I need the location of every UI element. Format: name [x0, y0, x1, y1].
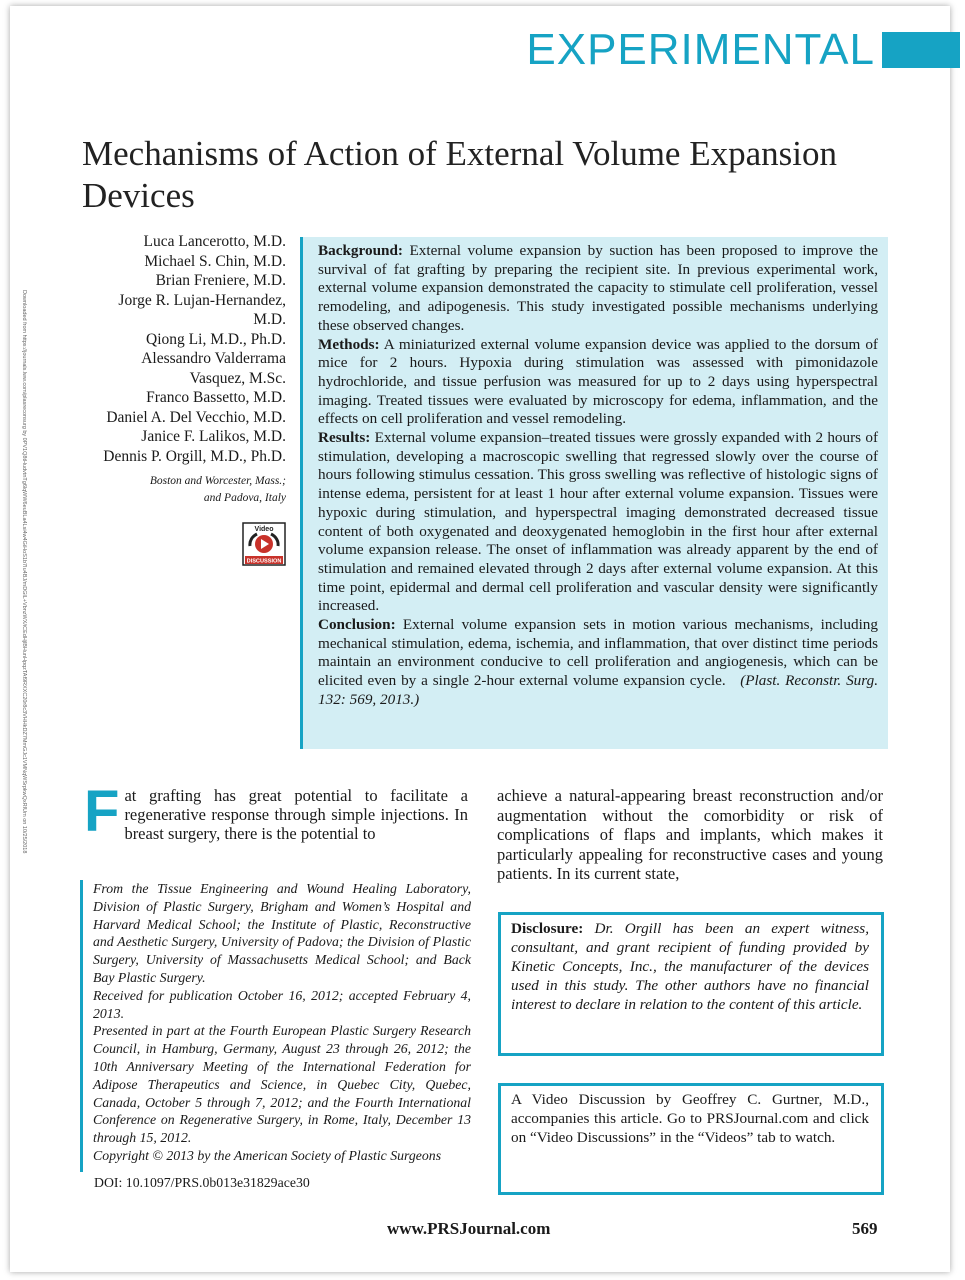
abstract-background	[318, 242, 878, 336]
affiliation-line: Boston and Worcester, Mass.;	[149, 475, 286, 487]
download-watermark	[15, 290, 29, 1030]
author: Daniel A. Del Vecchio, M.D.	[106, 408, 286, 426]
author: Brian Freniere, M.D.	[155, 272, 286, 289]
abstract-label: Background:	[318, 242, 403, 259]
author-affiliation	[70, 473, 286, 507]
disclosure-box	[498, 912, 884, 1056]
page-number: 569	[852, 1219, 878, 1238]
author: Franco Bassetto, M.D.	[146, 389, 286, 406]
video-discussion-text: A Video Discussion by Geoffrey C. Gurtner, M.D., accompanies this article. Go to PRSJournal.com and click on “Video Discussions” in the “Videos” tab to watch.	[511, 1091, 869, 1146]
abstract-citation: (Plast. Reconstr. Surg. 132: 569, 2013.)	[318, 672, 878, 708]
author: Qiong Li, M.D., Ph.D.	[146, 330, 286, 348]
abstract-text: External volume expansion sets in motion various mechanisms, including mechanical stimulation, edema, ischemia, and inflammation, that over distinct time periods maintain an environment conducive to cell proliferation and angiogenesis, which can be elicited even by a single 2-hour external volume expansion cycle.	[318, 616, 878, 690]
author: Luca Lancerotto, M.D.	[143, 233, 286, 250]
footnote-block	[80, 880, 471, 1172]
disclosure-label: Disclosure:	[511, 920, 584, 937]
footnote-presented: Presented in part at the Fourth European Plastic Surgery Research Council, in Hamburg, Germany, August 23 through 26, 2012; the 10th Anniversary Meeting of the International Federation for Adipose Therapeutics and Science, in Quebec City, Quebec, Canada, October 5 through 7, 2012; and the Fourth International Conference on Regenerative Surgery, in Rome, Italy, December 13 through 15, 2012.	[93, 1023, 471, 1146]
badge-top-text: Video	[254, 526, 274, 533]
affiliation-line: and Padova, Italy	[203, 492, 286, 504]
drop-cap: F	[84, 779, 120, 844]
footnote-received: Received for publication October 16, 2012; accepted February 4, 2013.	[93, 987, 471, 1021]
abstract-text: External volume expansion–treated tissues were grossly expanded with 2 hours of stimulation, developing a macroscopic swelling that regressed slowly over the course of hours following stimulus cessation. This gross swelling was reflective of histologic signs of intense edema, persistent for at least 1 hour after external volume expansion. Tissues were hypoxic during stimulation, and hyperspectral imaging demonstrated decreased tissue content of both oxygenated and deoxygenated hemoglobin in the first hour after external volume expansion release. The onset of inflammation was already apparent by the end of stimulation and remained elevated through 2 days after external volume expansion. At this time point, epidermal and dermal cell proliferation and vascular density were significantly increased.	[318, 429, 878, 615]
author: Michael S. Chin, M.D.	[144, 252, 286, 270]
author: Alessandro Valderrama Vasquez, M.Sc.	[141, 350, 286, 387]
disclosure-text: Dr. Orgill has been an expert witness, consultant, and grant recipient of funding provided by Kinetic Concepts, Inc., the manufacturer of the devices used in this study. The other authors have no financial interest to declare in relation to the content of this article.	[511, 920, 869, 1013]
abstract-results	[318, 429, 878, 616]
abstract-label: Conclusion:	[318, 616, 396, 634]
video-discussion-icon[interactable]	[242, 522, 286, 566]
journal-url[interactable]: www.PRSJournal.com	[387, 1219, 551, 1238]
download-watermark-text: Downloaded from https://journals.lww.com/plasreconsurg by 0PV1Q8tHudvtnTg6lqWW6euBLa4Lsi4w4GiHoS1b7Iu4BJ/mDGlL+VbnzWX/iCEdHjlBHunHpqzTAf9RXXC20r8c3VHHkDZ7MmGJc1VMNqWSrpkwQxRIUm on 10/25/2018	[21, 290, 27, 854]
abstract-text: External volume expansion by suction has been proposed to improve the survival of fat grafting by preparing the recipient site. In previous experimental work, external volume expansion demonstrated the capacity to stimulate cell proliferation, vessel remodeling, and adipogenesis. This study investigated possible mechanisms underlying these observed changes.	[318, 242, 878, 334]
abstract-label: Methods:	[318, 335, 380, 353]
doi-link[interactable]: DOI: 10.1097/PRS.0b013e31829ace30	[94, 1175, 310, 1190]
footnote-from: From the Tissue Engineering and Wound Healing Laboratory, Division of Plastic Surgery, Brigham and Women’s Hospital and Harvard Medical School; the Institute of Plastic, Reconstructive and Aesthetic Surgery, University of Padova; the Division of Plastic Surgery, University of Massachusetts Medical School; and Back Bay Plastic Surgery.	[93, 881, 471, 985]
author-list	[70, 232, 286, 466]
section-label: EXPERIMENTAL	[526, 25, 875, 74]
author: Janice F. Lalikos, M.D.	[141, 428, 286, 445]
abstract-text: A miniaturized external volume expansion device was applied to the dorsum of mice for 2 hours. Hypoxia during stimulation was assessed with pimonidazole hydrochloride, and tissue perfusion was measured for up to 2 days using hyperspectral imaging. Treated tissues were evaluated by microscopy for edema, inflammation, and the effects on cell proliferation and vessel remodeling.	[318, 335, 878, 428]
badge-bottom-text: DISCUSSION	[246, 558, 282, 565]
video-discussion-box	[498, 1083, 884, 1195]
abstract-box	[300, 237, 888, 749]
body-text: achieve a natural-appearing breast reconstruction and/or augmentation without the comorbidity or risk of complications of flaps and implants, which makes it particularly appealing for reconstructive cases and young patients. In its current state,	[497, 786, 883, 883]
footnote-copyright: Copyright © 2013 by the American Society of Plastic Surgeons	[93, 1147, 442, 1163]
abstract-conclusion	[318, 616, 878, 710]
body-text: at grafting has great potential to facilitate a regenerative response through simple injections. In breast surgery, there is the potential to	[124, 786, 468, 843]
author: Jorge R. Lujan-Hernandez, M.D.	[118, 291, 286, 328]
author: Dennis P. Orgill, M.D., Ph.D.	[103, 447, 286, 465]
abstract-methods	[318, 336, 878, 430]
abstract-label: Results:	[318, 429, 371, 447]
body-column-left	[84, 779, 468, 844]
section-bar	[882, 32, 960, 68]
article-title: Mechanisms of Action of External Volume Expansion Devices	[82, 134, 837, 215]
body-column-right	[497, 786, 883, 884]
